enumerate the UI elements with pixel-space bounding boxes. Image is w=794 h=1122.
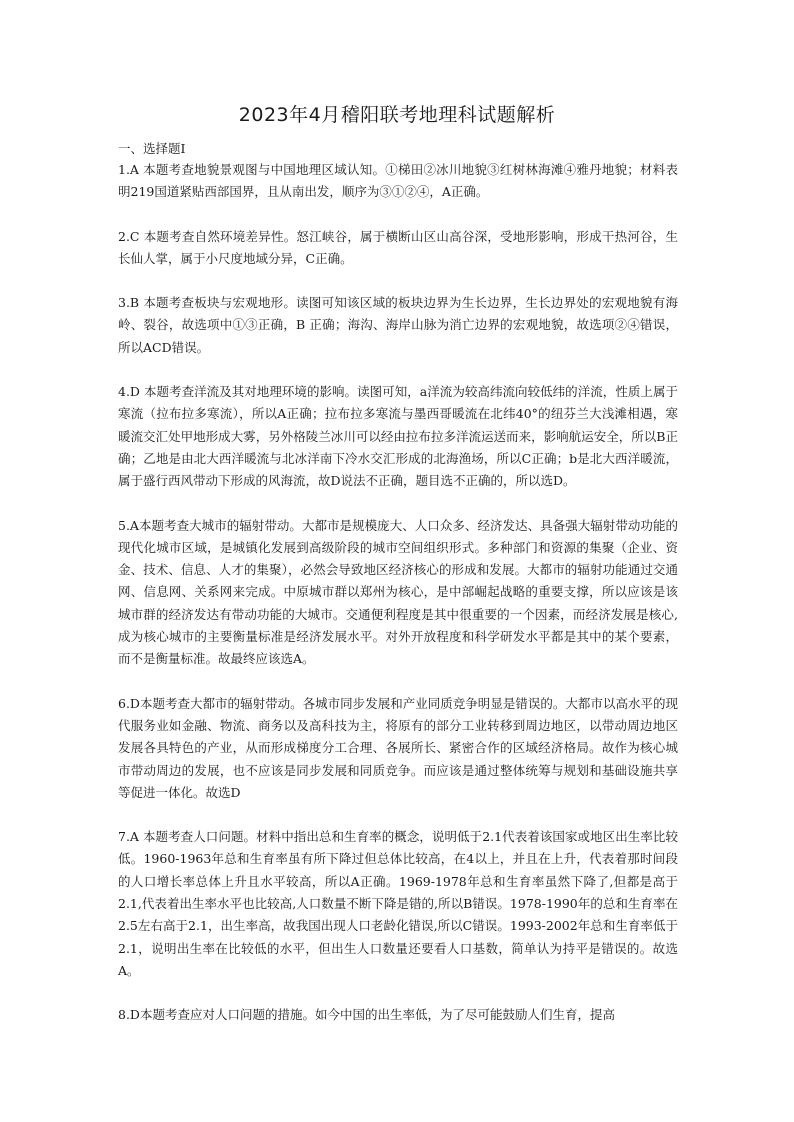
document-body: [118, 138, 678, 1049]
section-heading: 一、选择题Ⅰ: [118, 141, 186, 156]
answer-paragraph-1: 1.A 本题考查地貌景观图与中国地理区域认知。①梯田②冰川地貌③红树林海滩④雅丹地貌；材料表明219国道紧贴西部国界，且从南出发，顺序为③①②④，A正确。: [118, 162, 678, 200]
page-title: 2023年4月稽阳联考地理科试题解析: [238, 104, 556, 126]
answer-paragraph-2: 2.C 本题考查自然环境差异性。怒江峡谷，属于横断山区山高谷深，受地形影响，形成干热河谷，生长仙人掌，属于小尺度地域分异，C正确。: [118, 228, 678, 266]
answer-paragraph-6: 6.D本题考查大都市的辐射带动。各城市同步发展和产业同质竞争明显是错误的。大都市以高水平的现代服务业如金融、物流、商务以及高科技为主，将原有的部分工业转移到周边地区，以带动周边地区发展各具特色的产业，从而形成梯度分工合理、各展所长、紧密合作的区域经济格局。故作为核心城市带动周边的发展，也不应该是同步发展和同质竞争。而应该是通过整体统筹与规划和基础设施共享等促进一体化。故选D: [118, 695, 678, 800]
answer-paragraph-3: 3.B 本题考查板块与宏观地形。读图可知该区域的板块边界为生长边界，生长边界处的宏观地貌有海岭、裂谷，故选项中①③正确，B 正确；海沟、海岸山脉为消亡边界的宏观地貌，故选项②④错误，所以ACD错误。: [118, 295, 678, 355]
answer-paragraph-4: 4.D 本题考查洋流及其对地理环境的影响。读图可知，a洋流为较高纬流向较低纬的洋流，性质上属于寒流（拉布拉多寒流），所以A正确；拉布拉多寒流与墨西哥暖流在北纬40°的纽芬兰大浅滩相遇，寒暖流交汇处甲地形成大雾，另外格陵兰冰川可以经由拉布拉多洋流运送而来，影响航运安全，所以B正确；乙地是由北大西洋暖流与北冰洋南下冷水交汇形成的北海渔场，所以C正确；b是北大西洋暖流，属于盛行西风带动下形成的风海流，故D说法不正确，题目选不正确的，所以选D。: [118, 384, 678, 489]
answer-paragraph-8: 8.D本题考查应对人口问题的措施。如今中国的出生率低，为了尽可能鼓励人们生育，提高: [118, 1007, 615, 1023]
answer-paragraph-5: 5.A本题考查大城市的辐射带动。大都市是规模庞大、人口众多、经济发达、具备强大辐射带动功能的现代化城市区域，是城镇化发展到高级阶段的城市空间组织形式。多种部门和资源的集聚（企业、资金、技术、信息、人才的集聚），必然会导致地区经济核心的形成和发展。大都市的辐射功能通过交通网、信息网、关系网来完成。中原城市群以郑州为核心，是中部崛起战略的重要支撑，所以应该是该城市群的经济发达有带动功能的大城市。交通便利程度是其中很重要的一个因素，而经济发展是核心,成为核心城市的主要衡量标准是经济发展水平。对外开放程度和科学研发水平都是其中的某个要素，而不是衡量标准。故最终应该选A。: [118, 517, 678, 667]
answer-paragraph-7: 7.A 本题考查人口问题。材料中指出总和生育率的概念，说明低于2.1代表着该国家或地区出生率比较低。1960-1963年总和生育率虽有所下降过但总体比较高，在4以上，并且在上升，代表着那时间段的人口增长率总体上升且水平较高，所以A正确。1969-1978年总和生育率虽然下降了,但都是高于2.1,代表着出生率水平也比较高,人口数量不断下降是错的,所以B错误。1978-1990年的总和生育率在2.5左右高于2.1，出生率高，故我国出现人口老龄化错误,所以C错误。1993-2002年总和生育率低于2.1，说明出生率在比较低的水平，但出生人口数量还要看人口基数，简单认为持平是错误的。故选A。: [118, 829, 678, 978]
